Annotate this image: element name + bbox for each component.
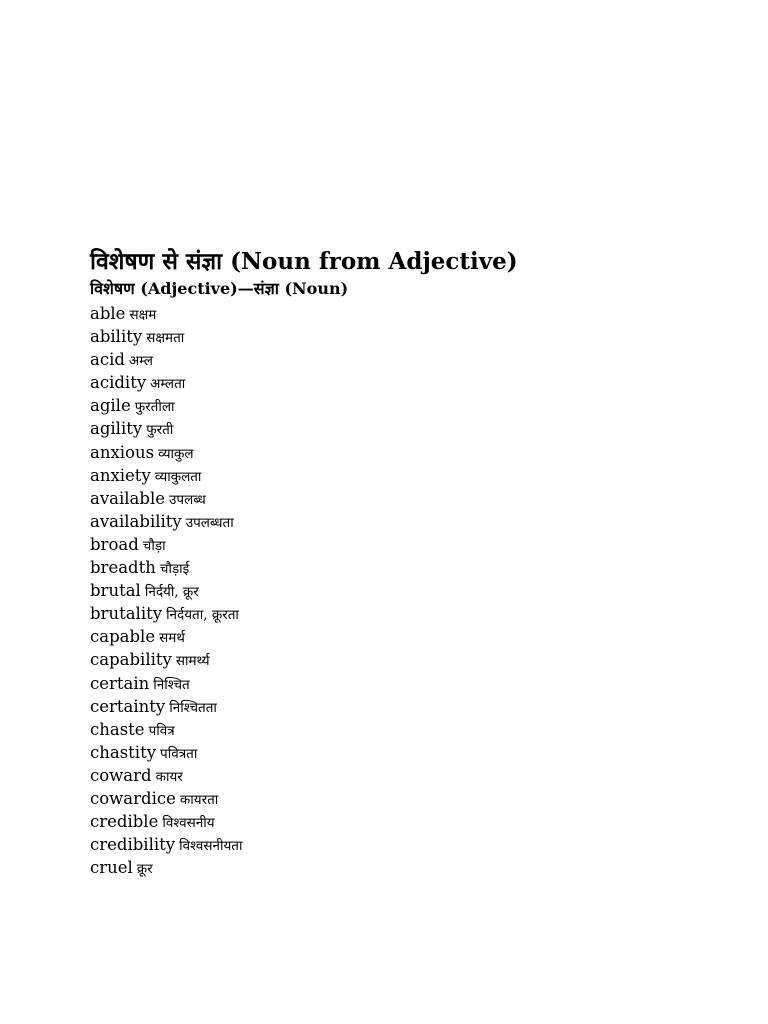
- english-word: available: [90, 488, 165, 508]
- list-item: [90, 464, 730, 487]
- english-word: ability: [90, 327, 143, 347]
- list-item: [90, 556, 730, 579]
- english-word: agile: [90, 396, 131, 416]
- list-item: [90, 441, 730, 464]
- english-word: brutal: [90, 581, 141, 601]
- page-title: विशेषण से संज्ञा (Noun from Adjective): [90, 248, 518, 275]
- english-word: broad: [90, 534, 139, 554]
- english-word: certainty: [90, 696, 166, 716]
- list-item: [90, 302, 730, 325]
- english-word: cowardice: [90, 788, 176, 808]
- english-word: acid: [90, 350, 125, 370]
- hindi-translation: उपलब्ध: [169, 491, 206, 508]
- section-subtitle: विशेषण (Adjective)—संज्ञा (Noun): [90, 279, 349, 298]
- list-item: [90, 394, 730, 417]
- hindi-translation: समर्थ: [159, 630, 185, 647]
- list-item: [90, 325, 730, 348]
- hindi-translation: सामर्थ्य: [175, 653, 210, 670]
- list-item: [90, 741, 730, 764]
- list-item: [90, 348, 730, 371]
- list-item: [90, 856, 730, 879]
- english-word: brutality: [90, 604, 163, 624]
- list-item: [90, 833, 730, 856]
- english-word: anxious: [90, 442, 155, 462]
- hindi-translation: विश्वसनीयता: [179, 838, 243, 855]
- hindi-translation: क्रूर: [136, 861, 153, 878]
- english-word: agility: [90, 419, 143, 439]
- list-item: [90, 533, 730, 556]
- hindi-translation: कायर: [155, 768, 183, 785]
- hindi-translation: पवित्रता: [160, 745, 198, 762]
- hindi-translation: विश्वसनीय: [162, 815, 215, 832]
- english-word: certain: [90, 673, 150, 693]
- hindi-translation: सक्षमता: [146, 330, 185, 347]
- list-item: [90, 764, 730, 787]
- list-item: [90, 810, 730, 833]
- hindi-translation: पवित्र: [148, 722, 175, 739]
- hindi-translation: चौड़ाई: [159, 561, 190, 578]
- english-word: availability: [90, 511, 182, 531]
- hindi-translation: फुरतीला: [134, 399, 175, 416]
- list-item: [90, 672, 730, 695]
- english-word: coward: [90, 765, 152, 785]
- english-word: capable: [90, 627, 156, 647]
- list-item: [90, 510, 730, 533]
- english-word: acidity: [90, 373, 147, 393]
- list-item: [90, 579, 730, 602]
- english-word: anxiety: [90, 465, 151, 485]
- hindi-translation: अम्ल: [128, 353, 153, 370]
- hindi-translation: निश्चित: [153, 676, 190, 693]
- hindi-translation: उपलब्धता: [185, 514, 234, 531]
- hindi-translation: व्याकुलता: [154, 468, 202, 485]
- english-word: able: [90, 304, 126, 323]
- list-item: [90, 648, 730, 671]
- english-word: capability: [90, 650, 172, 670]
- list-item: [90, 625, 730, 648]
- list-item: [90, 695, 730, 718]
- list-item: [90, 417, 730, 440]
- english-word: breadth: [90, 558, 156, 578]
- english-word: cruel: [90, 858, 133, 878]
- hindi-translation: अम्लता: [150, 376, 186, 393]
- list-item: [90, 787, 730, 810]
- hindi-translation: निर्दयता, क्रूरता: [166, 607, 239, 624]
- word-list: [90, 302, 730, 879]
- hindi-translation: चौड़ा: [142, 537, 166, 554]
- hindi-translation: फुरती: [146, 422, 174, 439]
- document-page: [90, 246, 730, 879]
- list-item: [90, 371, 730, 394]
- hindi-translation: सक्षम: [129, 307, 157, 323]
- hindi-translation: निर्दयी, क्रूर: [144, 584, 199, 601]
- list-item: [90, 487, 730, 510]
- list-item: [90, 602, 730, 625]
- hindi-translation: व्याकुल: [158, 445, 194, 462]
- english-word: credible: [90, 812, 159, 832]
- english-word: chaste: [90, 719, 145, 739]
- english-word: credibility: [90, 835, 176, 855]
- hindi-translation: कायरता: [179, 791, 219, 808]
- hindi-translation: निश्चितता: [169, 699, 217, 716]
- english-word: chastity: [90, 742, 157, 762]
- list-item: [90, 718, 730, 741]
